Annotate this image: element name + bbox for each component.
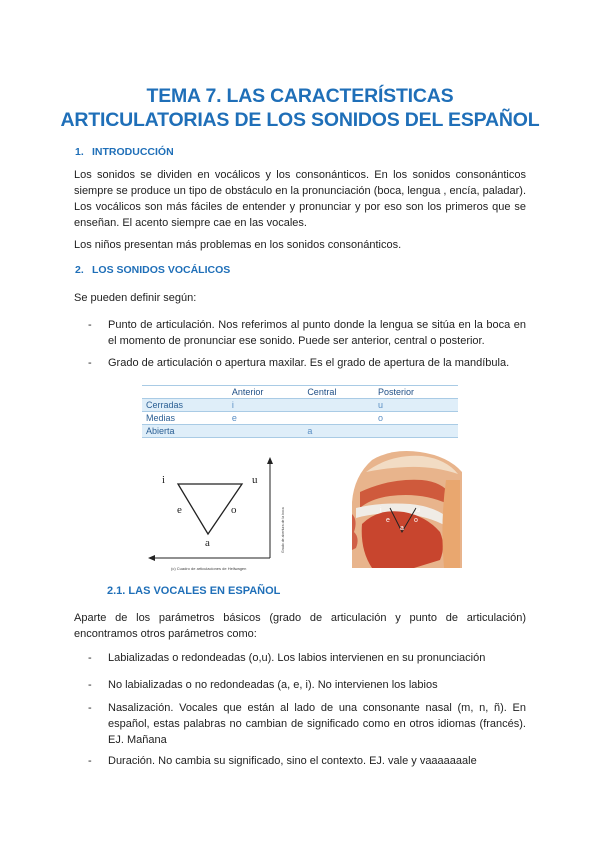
bullet-dash: - <box>88 319 92 331</box>
table-cell: u <box>374 399 458 412</box>
vowel-label-e: e <box>177 504 182 516</box>
title-line-1: TEMA 7. LAS CARACTERÍSTICAS <box>146 85 454 107</box>
anatomy-label-o: o <box>414 517 418 524</box>
section-2-heading <box>75 264 230 276</box>
vertical-axis-arrow <box>267 457 273 464</box>
bullet-dash: - <box>88 679 92 691</box>
vowel-triangle-diagram <box>138 455 308 575</box>
table-header-cell: Central <box>303 386 374 399</box>
table-cell <box>303 412 374 425</box>
bullet-text: No labializadas o no redondeadas (a, e, i). No intervienen los labios <box>108 679 438 691</box>
bullet-text: Punto de articulación. Nos referimos al punto donde la lengua se sitúa en la boca en el momento de pronunciar ese sonido. Puede ser anterior, central o posterior. <box>108 319 526 347</box>
table-row-label: Abierta <box>142 425 228 438</box>
bullet-text: Labializadas o redondeadas (o,u). Los labios intervienen en su pronunciación <box>108 652 486 664</box>
horizontal-axis-arrow <box>148 555 155 561</box>
section-2-1-heading: 2.1. LAS VOCALES EN ESPAÑOL <box>107 585 281 597</box>
vowel-label-o: o <box>231 504 237 516</box>
table-row <box>142 399 458 412</box>
document-title <box>40 84 560 132</box>
table-header-cell: Posterior <box>374 386 458 399</box>
intro-paragraph-1: Los sonidos se dividen en vocálicos y los consonánticos. En los sonidos consonánticos siempre se produce un tipo de obstáculo en la pronunciación (boca, lengua , encía, paladar). Los vocálicos son más fáciles de entender y pronunciar y por eso son los primeros que se enseñan. El acento siempre cae en las vocales. <box>74 169 526 229</box>
mouth-anatomy-illustration <box>350 450 462 568</box>
section-2-number: 2. <box>75 264 84 276</box>
section-2-title: LOS SONIDOS VOCÁLICOS <box>92 264 231 276</box>
intro-paragraph-2: Los niños presentan más problemas en los sonidos consonánticos. <box>74 239 402 251</box>
table-row-label: Cerradas <box>142 399 228 412</box>
bullet-dash: - <box>88 755 92 767</box>
bullet-text: Nasalización. Vocales que están al lado de una consonante nasal (m, n, ñ). En español, estas palabras no cambian de significado como en otros idiomas (francés). EJ. Mañana <box>108 702 526 746</box>
table-header-cell <box>142 386 228 399</box>
vowel-label-a: a <box>205 537 210 549</box>
vowel-table <box>142 385 458 438</box>
section-2-intro: Se pueden definir según: <box>74 292 197 304</box>
bullet-text: Grado de articulación o apertura maxilar. Es el grado de apertura de la mandíbula. <box>108 357 510 369</box>
table-header-cell: Anterior <box>228 386 303 399</box>
vertical-axis-label: Grado de abertura de la boca <box>281 507 285 553</box>
table-cell <box>303 399 374 412</box>
throat <box>442 480 460 568</box>
anatomy-label-i: i <box>380 507 382 514</box>
table-cell: e <box>228 412 303 425</box>
table-header-row <box>142 386 458 399</box>
diagram-caption: (c) Cuadro de articulaciones de Hellwagen <box>171 566 247 571</box>
table-cell <box>228 425 303 438</box>
table-row <box>142 425 458 438</box>
section-1-heading <box>75 146 174 158</box>
bullet-dash: - <box>88 652 92 664</box>
section-1-number: 1. <box>75 146 84 158</box>
table-cell <box>374 425 458 438</box>
bullet-dash: - <box>88 702 92 714</box>
anatomy-label-e: e <box>386 517 390 524</box>
vowel-label-u: u <box>252 474 258 486</box>
table-cell: o <box>374 412 458 425</box>
section-2-1-intro: Aparte de los parámetros básicos (grado de articulación y punto de articulación) encontramos otros parámetros como: <box>74 612 526 640</box>
title-line-2: ARTICULATORIAS DE LOS SONIDOS DEL ESPAÑOL <box>60 109 540 131</box>
anatomy-label-a: a <box>400 525 404 532</box>
vowel-label-i: i <box>162 474 166 486</box>
table-row-label: Medias <box>142 412 228 425</box>
table-cell: a <box>303 425 374 438</box>
section-1-title: INTRODUCCIÓN <box>92 146 174 158</box>
bullet-dash: - <box>88 357 92 369</box>
anatomy-label-u: u <box>416 507 420 514</box>
table-cell: i <box>228 399 303 412</box>
table-row <box>142 412 458 425</box>
bullet-text: Duración. No cambia su significado, sino el contexto. EJ. vale y vaaaaaaale <box>108 755 477 767</box>
